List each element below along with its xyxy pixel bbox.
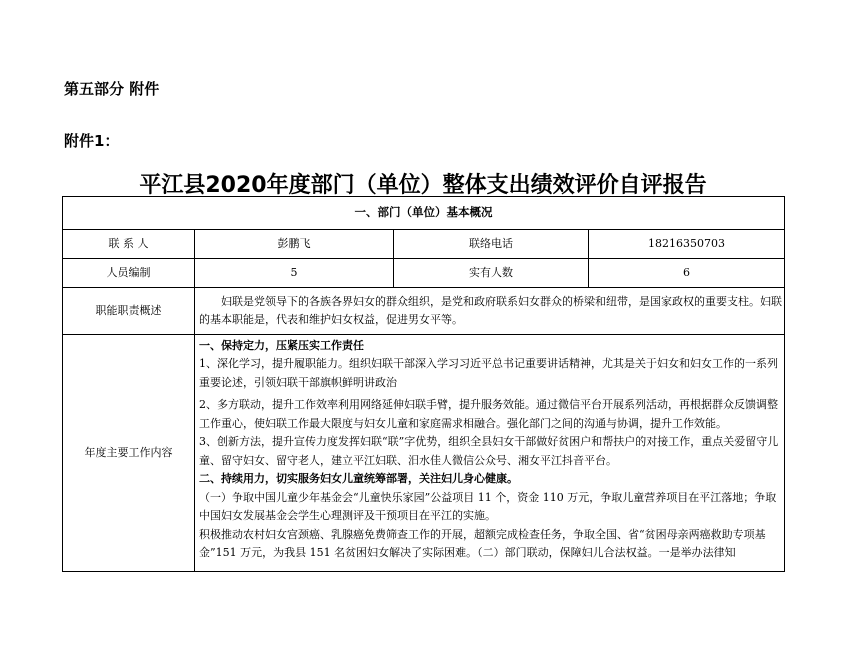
duties-label: 职能职责概述 — [63, 288, 195, 335]
staff-value: 5 — [195, 259, 394, 288]
contact-row — [63, 230, 785, 259]
section1-header-row — [63, 197, 785, 230]
section-heading: 第五部分 附件 — [64, 80, 160, 98]
duties-text: 妇联是党领导下的各族各界妇女的群众组织，是党和政府联系妇女群众的桥梁和纽带，是国家政权的重要支柱。妇联的基本职能是，代表和维护妇女权益，促进男女平等。 — [195, 288, 785, 335]
contact-label: 联 系 人 — [63, 230, 195, 259]
work-item-1: 1、深化学习，提升履职能力。组织妇联干部深入学习习近平总书记重要讲话精神，尤其是关于妇女和妇女工作的一系列重要论述，引领妇联干部旗帜鲜明讲政治 — [199, 357, 778, 389]
work-item-3: 3、创新方法，提升宣传力度发挥妇联“联”字优势，组织全县妇女干部做好贫困户和帮扶户的对接工作，重点关爱留守儿童、留守妇女、留守老人，建立平江妇联、汨水佳人微信公众号、湘女平江抖音平台。 — [199, 435, 779, 467]
contact-value: 彭鹏飞 — [195, 230, 394, 259]
actual-staff-value: 6 — [589, 259, 785, 288]
section1-header: 一、部门（单位）基本概况 — [63, 197, 785, 230]
work-heading-2: 二、持续用力，切实服务妇女儿童统筹部署，关注妇儿身心健康。 — [199, 472, 518, 486]
attachment-label: 附件1： — [64, 132, 120, 150]
report-table — [62, 196, 785, 572]
work-content — [195, 335, 785, 572]
work-heading-1: 一、保持定力，压紧压实工作责任 — [199, 339, 364, 352]
work-row — [63, 335, 785, 572]
staff-label: 人员编制 — [63, 259, 195, 288]
phone-value: 18216350703 — [589, 230, 785, 259]
duties-row — [63, 288, 785, 335]
actual-staff-label: 实有人数 — [394, 259, 589, 288]
report-title: 平江县2020年度部门（单位）整体支出绩效评价自评报告 — [139, 173, 707, 198]
staff-row — [63, 259, 785, 288]
work-item-4: （一）争取中国儿童少年基金会“儿童快乐家园”公益项目 11 个，资金 110 万元，争取儿童营养项目在平江落地；争取中国妇女发展基金会学生心理测评及干预项目在平江的实施。 — [199, 490, 777, 523]
phone-label: 联络电话 — [394, 230, 589, 259]
work-item-5: 积极推动农村妇女宫颈癌、乳腺癌免费筛查工作的开展，超额完成检查任务，争取全国、省“贫困母亲两癌救助专项基金”151 万元，为我县 151 名贫困妇女解决了实际困难。（二）部门联动，保障妇儿合法权益。一是举办法律知 — [199, 527, 766, 560]
work-item-2: 2、多方联动，提升工作效率利用网络延伸妇联手臂，提升服务效能。通过微信平台开展系列活动，再根据群众反馈调整工作重心，使妇联工作最大限度与妇女儿童和家庭需求相融合。强化部门之间的沟通与协调，提升工作效能。 — [199, 398, 778, 430]
work-label: 年度主要工作内容 — [63, 335, 195, 572]
